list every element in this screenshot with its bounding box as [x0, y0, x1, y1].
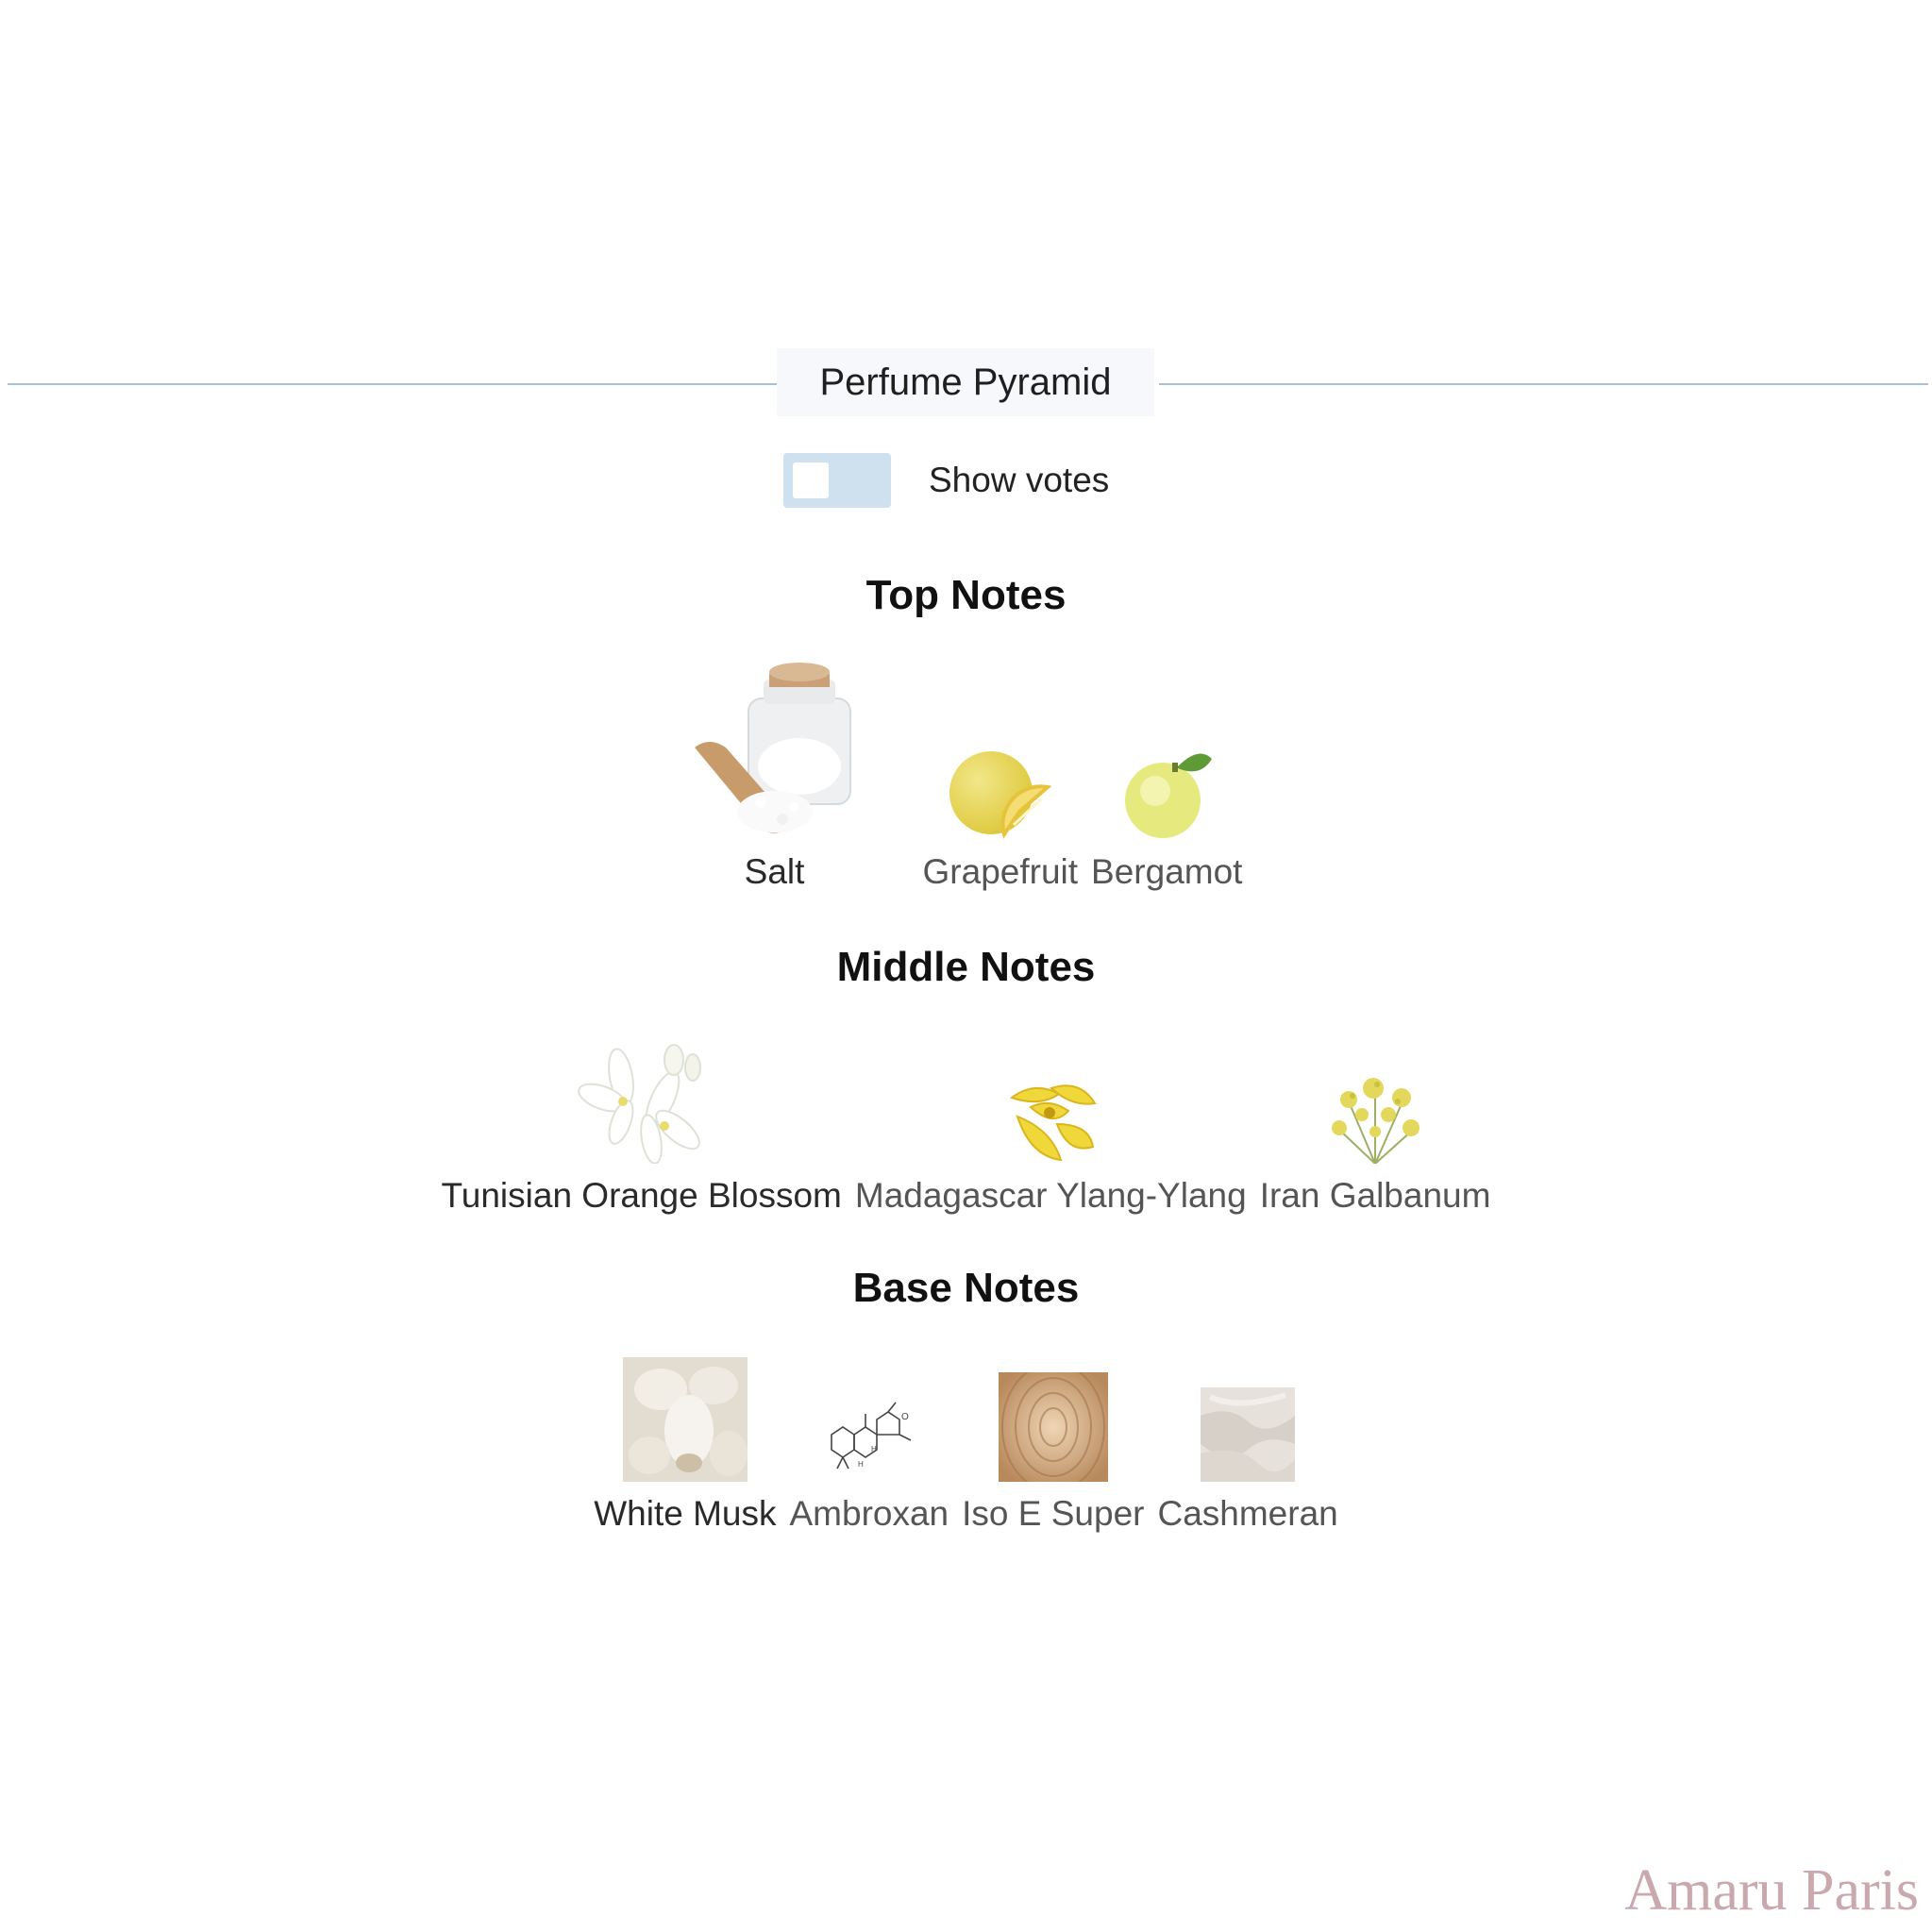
note-label: Salt	[744, 852, 805, 891]
note-label: Iso E Super	[962, 1494, 1145, 1533]
top-notes-row	[0, 661, 1932, 893]
note-label: Tunisian Orange Blossom	[441, 1176, 842, 1215]
note-label: Bergamot	[1091, 852, 1243, 891]
orange-blossom-icon	[576, 1043, 708, 1164]
show-votes-toggle[interactable]	[783, 453, 891, 508]
iso-e-super-icon	[999, 1372, 1108, 1482]
bergamot-icon	[1117, 746, 1216, 840]
base-notes-row	[0, 1357, 1932, 1535]
note-label: Iran Galbanum	[1259, 1176, 1491, 1215]
base-notes-heading: Base Notes	[852, 1265, 1080, 1311]
ambroxan-molecule-icon	[820, 1391, 918, 1482]
note-tunisian-orange-blossom[interactable]	[442, 1043, 842, 1217]
top-notes-heading: Top Notes	[865, 572, 1067, 618]
svg-text:H: H	[857, 1460, 864, 1469]
note-iran-galbanum[interactable]	[1260, 1073, 1491, 1217]
note-label: Cashmeran	[1157, 1494, 1338, 1533]
grapefruit-icon	[948, 746, 1053, 840]
note-label: Madagascar Ylang-Ylang	[854, 1176, 1247, 1215]
header-divider-left	[8, 383, 777, 385]
note-madagascar-ylang-ylang[interactable]	[855, 1079, 1247, 1217]
toggle-knob	[793, 462, 829, 498]
middle-notes-heading: Middle Notes	[836, 944, 1096, 990]
note-label: Grapefruit	[922, 852, 1079, 891]
note-bergamot[interactable]	[1091, 746, 1242, 893]
header-divider-right	[1159, 383, 1928, 385]
salt-jar-icon	[690, 661, 860, 840]
section-title: Perfume Pyramid	[777, 348, 1154, 416]
ylang-ylang-icon	[1002, 1079, 1099, 1164]
note-label: White Musk	[594, 1494, 777, 1533]
svg-text:H: H	[870, 1445, 877, 1453]
svg-text:O: O	[900, 1412, 909, 1422]
note-ambroxan[interactable]	[790, 1391, 949, 1535]
show-votes-label: Show votes	[929, 461, 1110, 499]
show-votes-row	[783, 453, 1109, 508]
note-white-musk[interactable]	[594, 1357, 776, 1535]
note-iso-e-super[interactable]	[962, 1372, 1144, 1535]
note-label: Ambroxan	[789, 1494, 949, 1533]
note-cashmeran[interactable]	[1157, 1387, 1337, 1535]
brand-watermark: Amaru Paris	[1624, 1858, 1919, 1923]
cashmeran-icon	[1201, 1387, 1295, 1482]
note-salt[interactable]	[690, 661, 860, 893]
middle-notes-row	[0, 1043, 1932, 1217]
galbanum-icon	[1330, 1073, 1420, 1164]
white-musk-icon	[623, 1357, 748, 1482]
note-grapefruit[interactable]	[923, 746, 1079, 893]
